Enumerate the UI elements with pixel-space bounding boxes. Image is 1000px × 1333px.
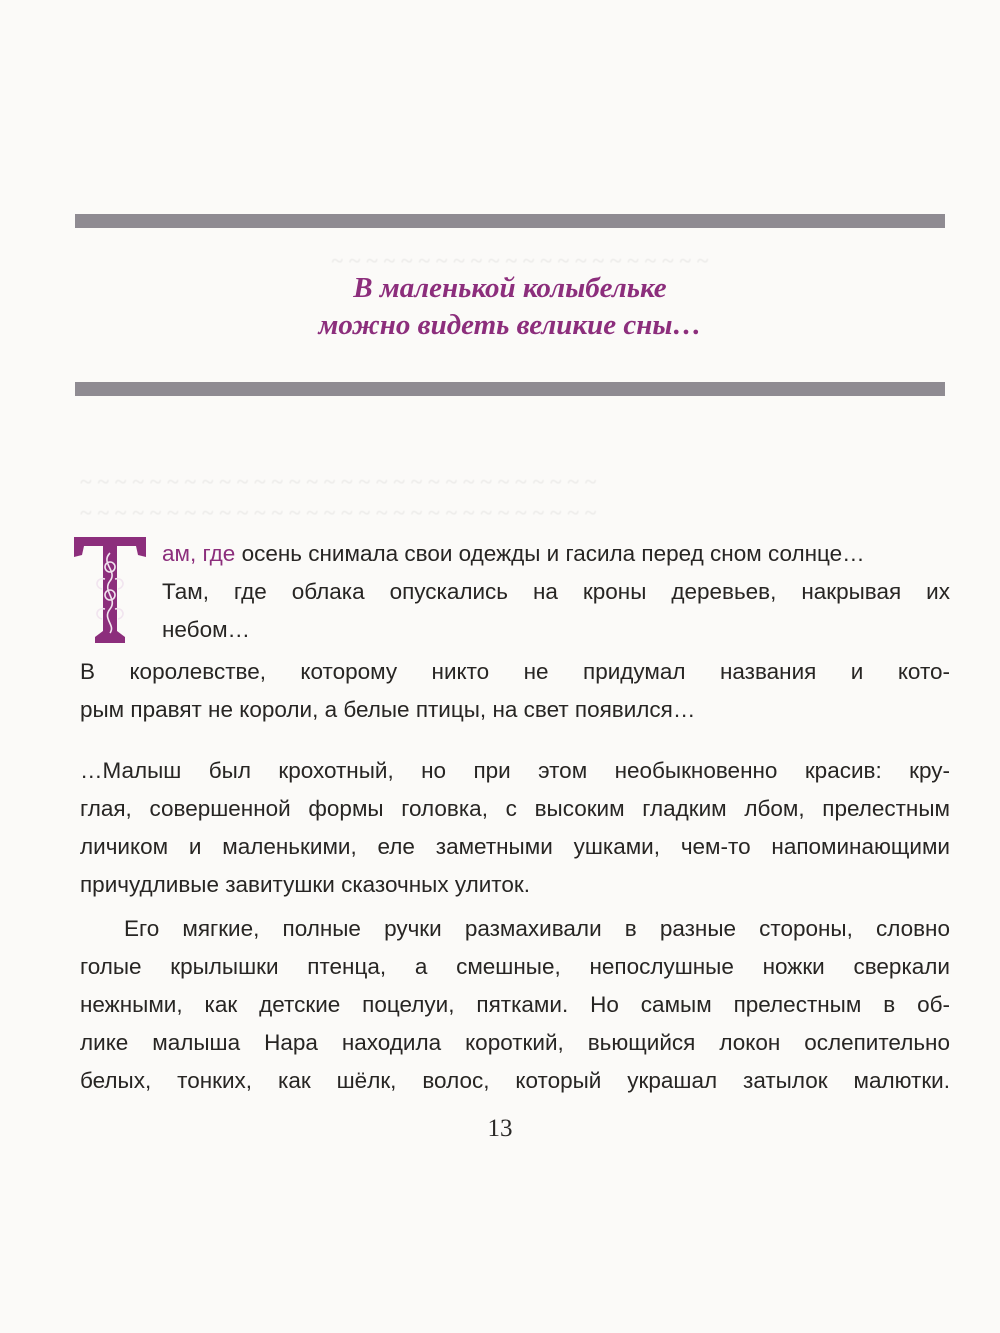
text-line: глая, совершенной формы головка, с высоким гладким лбом, прелестным	[80, 796, 950, 821]
text-line: Там, где облака опускались на кроны деревьев, накрывая их	[162, 579, 950, 604]
page-number: 13	[487, 1115, 513, 1142]
text-line: голые крылышки птенца, а смешные, непослушные ножки сверкали	[80, 954, 950, 979]
text-line: белых, тонких, как шёлк, волос, который украшал затылок малютки.	[80, 1068, 950, 1093]
paragraph-4	[80, 910, 950, 1100]
text-line: нежными, как детские поцелуи, пятками. Но самым прелестным в об-	[80, 992, 950, 1017]
paragraph-2	[80, 653, 950, 729]
text-line: личиком и маленькими, еле заметными ушками, чем-то напоминающими	[80, 834, 950, 859]
text-line: Его мягкие, полные ручки размахивали в разные стороны, словно	[124, 916, 950, 941]
ornamental-dropcap-t-icon	[72, 513, 148, 651]
text-line: причудливые завитушки сказочных улиток.	[80, 872, 530, 897]
bleed-through-texture: ~ ~ ~ ~ ~ ~ ~ ~ ~ ~ ~ ~ ~ ~ ~ ~ ~ ~ ~ ~ ~ ~ ~ ~ ~ ~ ~ ~ ~ ~ ~ ~ ~ ~ ~ ~ ~ ~ ~ ~ ~ ~ ~ ~ ~ ~ ~ ~ ~ ~ ~ ~ ~ ~ ~ ~ ~ ~ ~ ~ ~ ~ ~ ~ ~ ~ ~ ~ ~ ~ ~ ~ ~ ~ ~ ~ ~ ~ ~ ~ ~ ~	[80, 248, 709, 525]
paragraph-1	[72, 513, 950, 649]
epigraph-line-1: В маленькой колыбельке	[353, 272, 667, 304]
bottom-rule	[75, 382, 945, 396]
epigraph	[75, 270, 945, 344]
text-line: В королевстве, которому никто не придумал названия и кото-	[80, 659, 950, 684]
text-line: осень снимала свои одежды и гасила перед сном солнце…	[235, 541, 865, 566]
text-line: …Малыш был крохотный, но при этом необыкновенно красив: кру-	[80, 758, 950, 783]
text-line: лике малыша Нара находила короткий, вьющийся локон ослепительно	[80, 1030, 950, 1055]
paragraph-3	[80, 752, 950, 904]
text-line: небом…	[162, 617, 251, 642]
text-line: рым правят не короли, а белые птицы, на свет появился…	[80, 697, 696, 722]
chapter-body	[72, 513, 950, 1100]
top-rule	[75, 214, 945, 228]
opening-words: ам, где	[162, 541, 236, 566]
epigraph-line-2: можно видеть великие сны…	[318, 309, 702, 341]
dropcap-letter: Т	[72, 513, 86, 538]
